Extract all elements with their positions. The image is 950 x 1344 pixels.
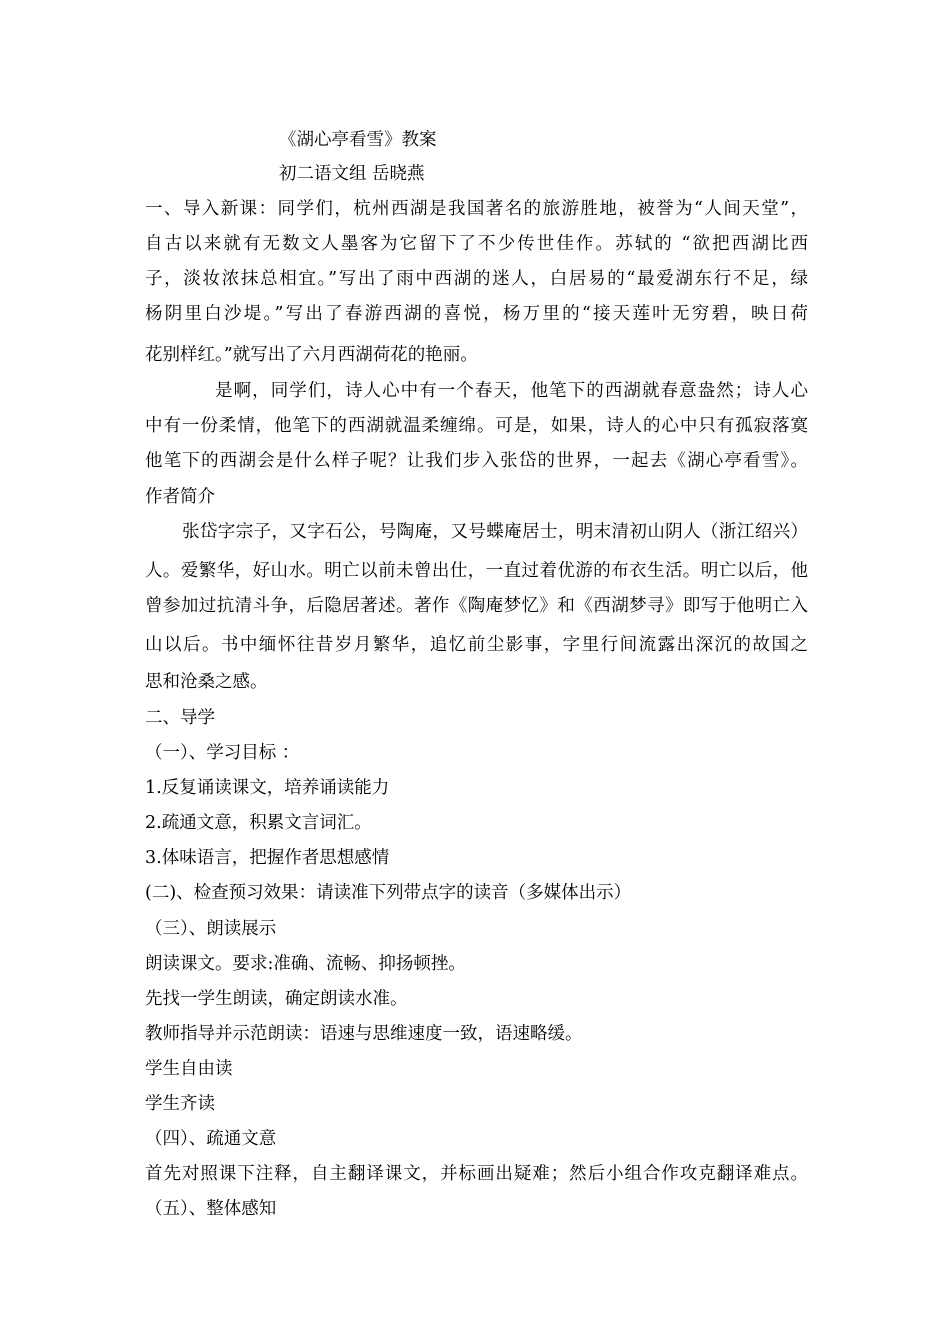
subsection-heading: (二)、检查预习效果：请读准下列带点字的读音（多媒体出示）	[145, 883, 632, 903]
section-heading: 二、导学	[145, 708, 215, 728]
intro2-line: 中有一份柔情，他笔下的西湖就温柔缠绵。可是，如果，诗人的心中只有孤寂落寞	[145, 416, 808, 436]
subsection-heading: （三）、朗读展示	[145, 919, 277, 939]
document-author: 初二语文组 岳晓燕	[279, 164, 425, 184]
intro-line: 花别样红。”就写出了六月西湖荷花的艳丽。	[145, 345, 478, 365]
reading-item: 学生自由读	[145, 1059, 233, 1079]
author-intro-heading: 作者简介	[145, 487, 215, 507]
author-bio-line: 曾参加过抗清斗争，后隐居著述。著作《陶庵梦忆》和《西湖梦寻》即写于他明亡入	[145, 596, 808, 616]
intro2-line: 他笔下的西湖会是什么样子呢？让我们步入张岱的世界，一起去《湖心亭看雪》。	[145, 451, 808, 471]
reading-item: 朗读课文。要求:准确、流畅、抑扬顿挫。	[145, 954, 466, 974]
reading-item: 教师指导并示范朗读：语速与思维速度一致，语速略缓。	[145, 1024, 583, 1044]
subsection-heading: （一）、学习目标 ：	[145, 743, 300, 763]
reading-item: 先找一学生朗读，确定朗读水准。	[145, 989, 408, 1009]
goal-item: 2.疏通文意，积累文言词汇。	[145, 813, 372, 833]
subsection-heading: （四）、疏通文意	[145, 1129, 277, 1149]
intro-line: 杨阴里白沙堤。”写出了春游西湖的喜悦，杨万里的“接天莲叶无穷碧，映日荷	[145, 304, 808, 324]
author-bio-line: 人。爱繁华，好山水。明亡以前未曾出仕，一直过着优游的布衣生活。明亡以后，他	[145, 561, 808, 581]
document-title: 《湖心亭看雪》教案	[279, 130, 437, 150]
intro-line: 自古以来就有无数文人墨客为它留下了不少传世佳作。苏轼的 “欲把西湖比西	[145, 234, 808, 254]
author-bio-line: 张岱字宗子，又字石公，号陶庵，又号蝶庵居士，明末清初山阴人（浙江绍兴）	[182, 522, 808, 542]
intro-line: 一、导入新课：同学们，杭州西湖是我国著名的旅游胜地，被誉为“人间天堂”，	[145, 199, 808, 219]
author-bio-line: 山以后。书中缅怀往昔岁月繁华，追忆前尘影事，字里行间流露出深沉的故国之	[145, 635, 808, 655]
subsection-heading: （五）、整体感知	[145, 1199, 277, 1219]
author-bio-line: 思和沧桑之感。	[145, 672, 268, 692]
intro2-line: 是啊，同学们，诗人心中有一个春天，他笔下的西湖就春意盎然；诗人心	[215, 381, 808, 401]
paragraph-line: 首先对照课下注释，自主翻译课文，并标画出疑难；然后小组合作攻克翻译难点。	[145, 1164, 808, 1184]
intro-line: 子，淡妆浓抹总相宜。”写出了雨中西湖的迷人，白居易的“最爱湖东行不足，绿	[145, 269, 808, 289]
reading-item: 学生齐读	[145, 1094, 215, 1114]
goal-item: 1.反复诵读课文，培养诵读能力	[145, 778, 390, 798]
goal-item: 3.体味语言，把握作者思想感情	[145, 848, 390, 868]
